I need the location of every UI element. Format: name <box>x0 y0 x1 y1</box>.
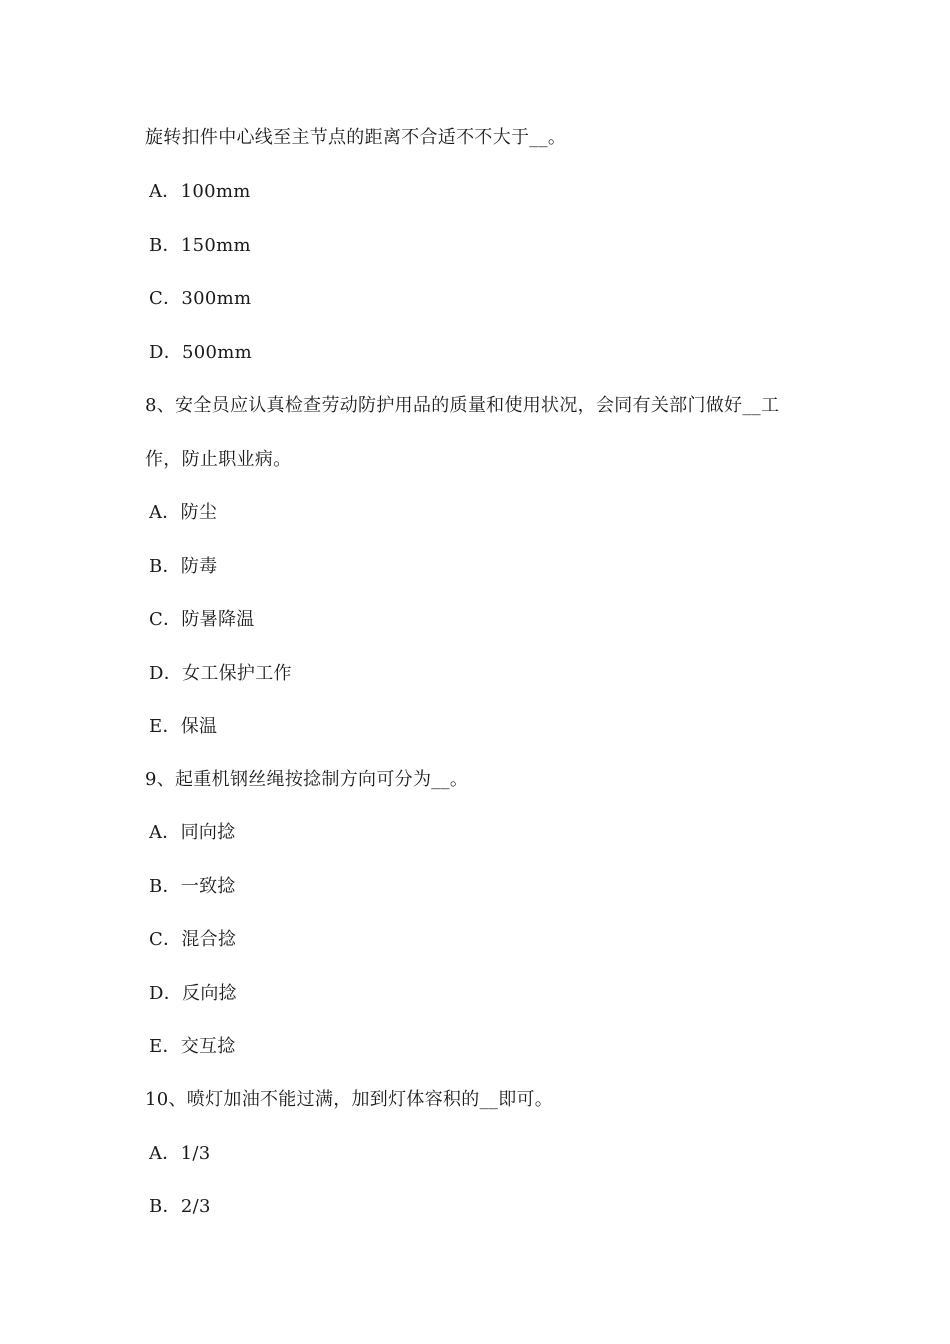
option-line: D．女工保护工作 <box>149 663 292 684</box>
option-line: A．同向捻 <box>149 822 236 843</box>
option-line: A．1/3 <box>149 1143 211 1164</box>
option-line: D．反向捻 <box>149 983 237 1004</box>
question-line: 8、安全员应认真检查劳动防护用品的质量和使用状况，会同有关部门做好__工 <box>145 395 780 416</box>
question-line: 作，防止职业病。 <box>145 449 292 470</box>
question-line: 9、起重机钢丝绳按捻制方向可分为__。 <box>145 769 469 790</box>
option-line: B．防毒 <box>149 556 218 577</box>
option-line: C．300mm <box>149 288 252 309</box>
option-line: B．150mm <box>149 235 251 256</box>
option-line: B．一致捻 <box>149 876 236 897</box>
question-line: 10、喷灯加油不能过满，加到灯体容积的__即可。 <box>145 1089 554 1110</box>
option-line: E．保温 <box>149 716 218 737</box>
option-line: E．交互捻 <box>149 1036 236 1057</box>
option-line: C．混合捻 <box>149 929 237 950</box>
option-line: C．防暑降温 <box>149 609 255 630</box>
option-line: A．防尘 <box>149 502 218 523</box>
question-line: 旋转扣件中心线至主节点的距离不合适不不大于__。 <box>145 127 567 148</box>
option-line: B．2/3 <box>149 1196 211 1217</box>
option-line: D．500mm <box>149 342 253 363</box>
option-line: A．100mm <box>149 181 251 202</box>
